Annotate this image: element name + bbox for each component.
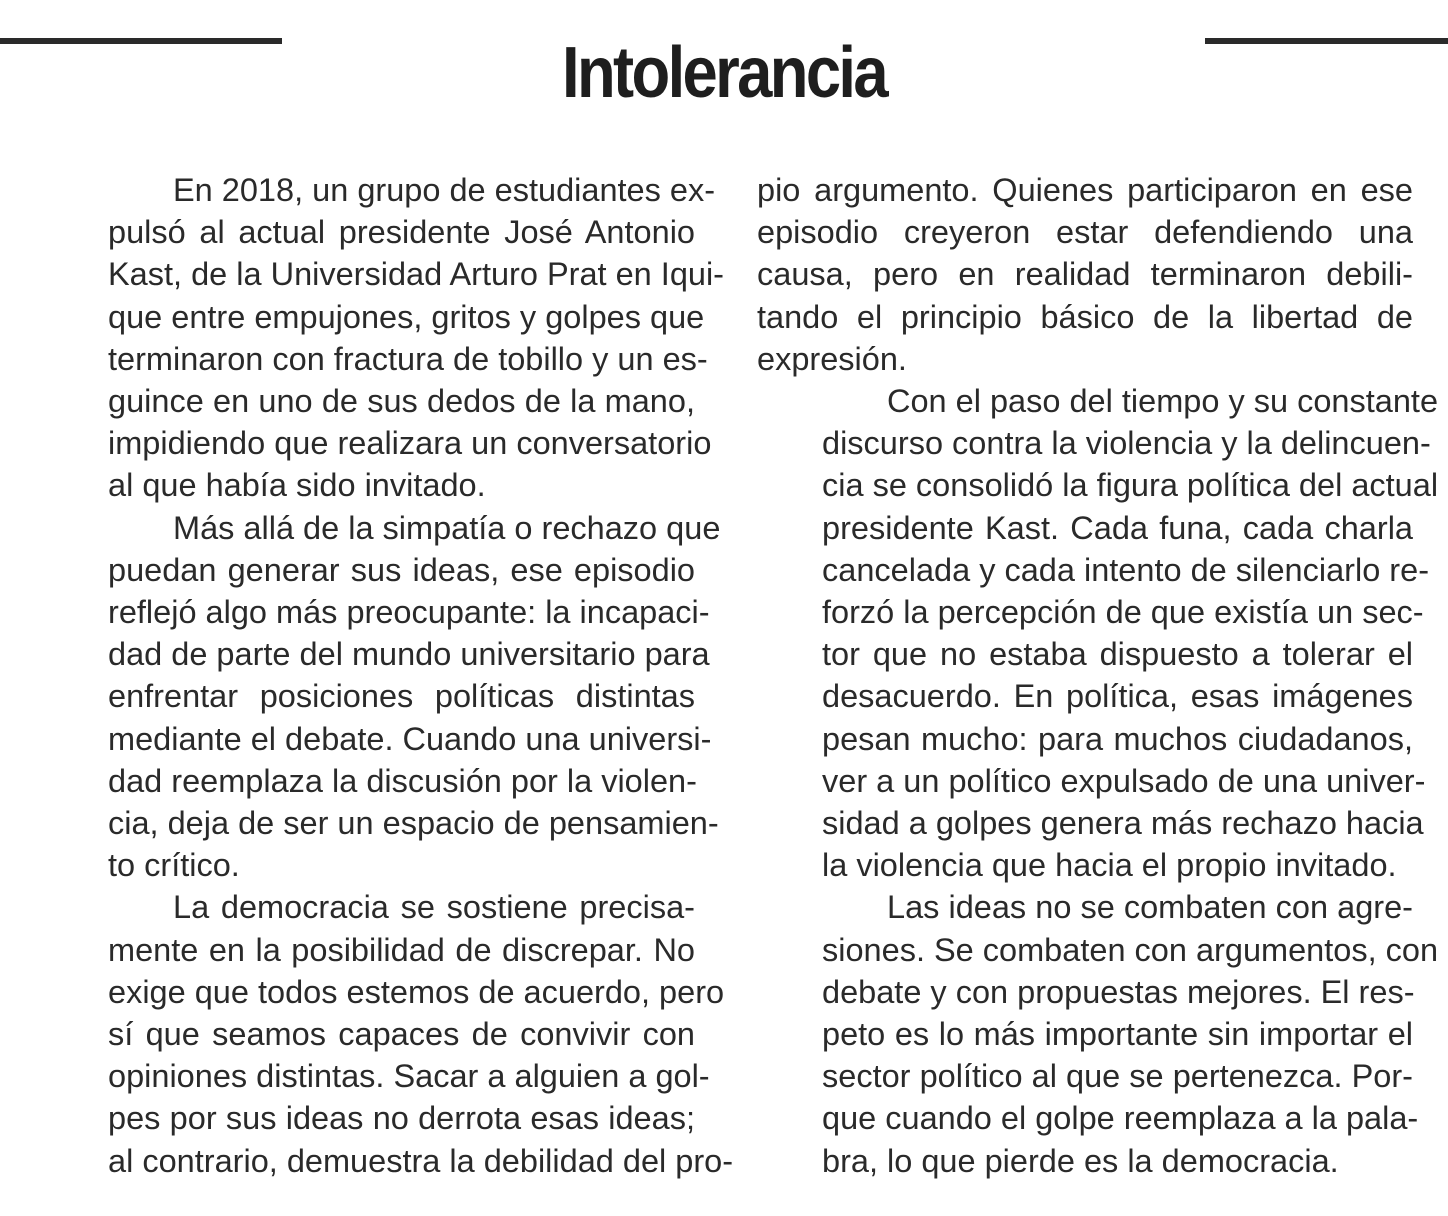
paragraph [757,380,1439,886]
text-line: pulsó al actual presidente José Antonio [108,214,695,251]
right-column [757,169,1439,1182]
paragraph [757,169,1413,380]
text-line: Kast, de la Universidad Arturo Prat en Iqui- [108,256,725,293]
text-line: siones. Se combaten con argumentos, con [822,931,1439,968]
text-line: al contrario, demuestra la debilidad del pro- [108,1142,734,1179]
text-line: tando el principio básico de la libertad de [757,298,1413,335]
paragraph [43,886,734,1181]
text-line: peto es lo más importante sin importar el [822,1016,1413,1053]
text-line: reflejó algo más preocupante: la incapaci- [108,594,710,631]
text-line: que entre empujones, gritos y golpes que [108,298,705,335]
text-line: episodio creyeron estar defendiendo una [757,214,1413,251]
text-line: expresión. [757,340,907,377]
text-line: La democracia se sostiene precisa- [173,889,695,926]
text-line: tor que no estaba dispuesto a tolerar el [822,636,1413,673]
left-column [43,169,734,1182]
text-line: Las ideas no se combaten con agre- [887,889,1413,926]
text-line: desacuerdo. En política, esas imágenes [822,678,1413,715]
text-line: cancelada y cada intento de silenciarlo re- [822,551,1430,588]
text-line: debate y con propuestas mejores. El res- [822,973,1415,1010]
text-line: pio argumento. Quienes participaron en ese [757,172,1413,208]
text-line: al que había sido invitado. [108,467,486,504]
text-line: opiniones distintas. Sacar a alguien a gol- [108,1058,710,1095]
text-line: terminaron con fractura de tobillo y un es- [108,340,708,377]
text-line: enfrentar posiciones políticas distintas [108,678,695,715]
text-line: dad de parte del mundo universitario para [108,636,710,673]
paragraph [43,169,725,507]
text-line: que cuando el golpe reemplaza a la pala- [822,1100,1419,1137]
text-line: En 2018, un grupo de estudiantes ex- [173,172,716,208]
text-line: dad reemplaza la discusión por la violen- [108,762,697,799]
text-line: discurso contra la violencia y la delincuen- [822,425,1431,462]
text-line: cia, deja de ser un espacio de pensamien- [108,805,719,842]
text-line: Más allá de la simpatía o rechazo que [173,509,721,546]
paragraph [43,507,721,887]
text-line: presidente Kast. Cada funa, cada charla [822,509,1413,546]
header-rule-right [1205,38,1448,44]
article-title: Intolerancia [562,33,886,113]
text-line: forzó la percepción de que existía un sec- [822,594,1424,631]
text-line: mente en la posibilidad de discrepar. No [108,931,695,968]
text-line: la violencia que hacia el propio invitado. [822,847,1397,884]
article-header [0,0,1448,130]
text-line: guince en uno de sus dedos de la mano, [108,383,695,420]
text-line: causa, pero en realidad terminaron debili- [757,256,1413,293]
text-line: pesan mucho: para muchos ciudadanos, [822,720,1413,757]
text-line: puedan generar sus ideas, ese episodio [108,551,695,588]
text-line: cia se consolidó la figura política del actual [822,467,1439,504]
text-line: sector político al que se pertenezca. Por- [822,1058,1413,1095]
text-line: mediante el debate. Cuando una universi- [108,720,712,757]
paragraph [757,886,1439,1181]
text-line: ver a un político expulsado de una univer- [822,762,1426,799]
text-line: Con el paso del tiempo y su constante [887,383,1439,420]
text-line: to crítico. [108,847,240,884]
text-line: exige que todos estemos de acuerdo, pero [108,973,725,1010]
text-line: bra, lo que pierde es la democracia. [822,1142,1339,1179]
text-line: sí que seamos capaces de convivir con [108,1016,695,1053]
text-line: sidad a golpes genera más rechazo hacia [822,805,1424,842]
text-line: impidiendo que realizara un conversatorio [108,425,712,462]
text-line: pes por sus ideas no derrota esas ideas; [108,1100,695,1137]
